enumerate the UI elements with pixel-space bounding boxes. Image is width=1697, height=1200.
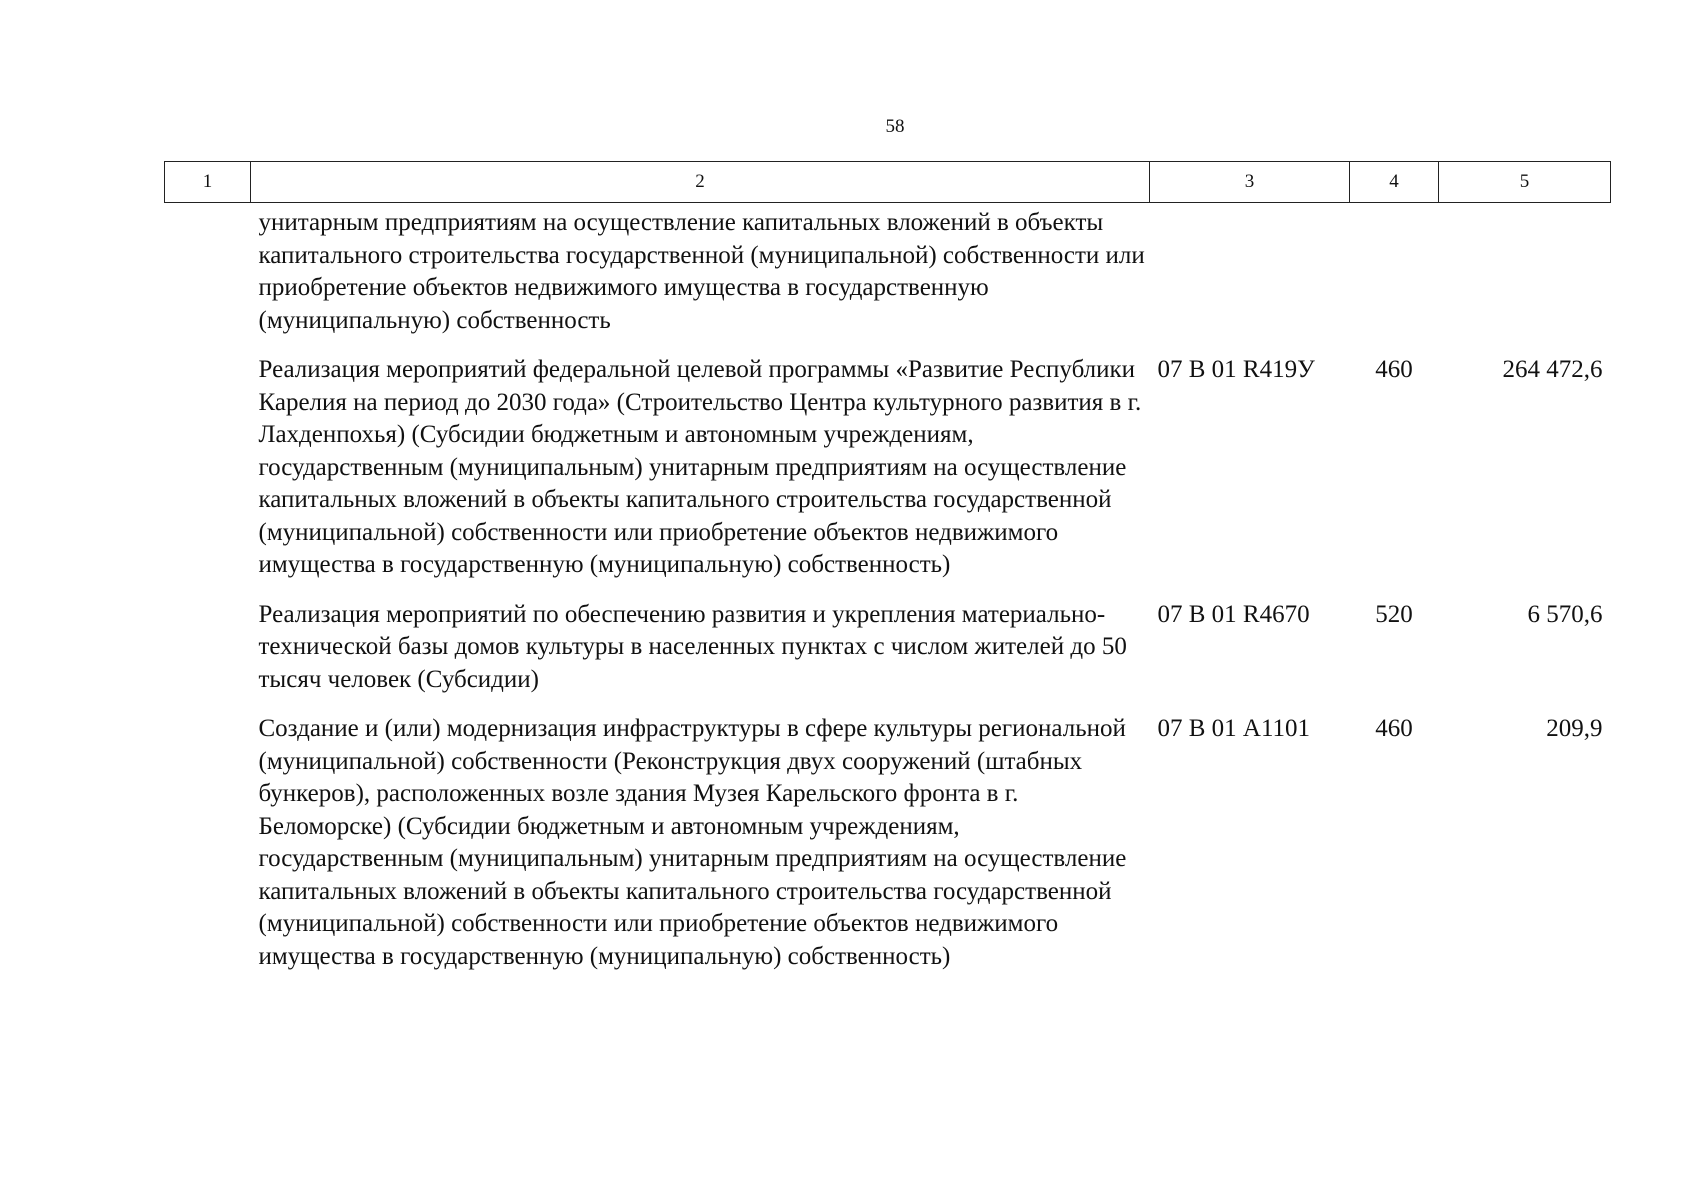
expense-type-cell: 520 [1375, 600, 1413, 628]
table-row [165, 696, 1611, 973]
header-col-4: 4 [1350, 162, 1439, 203]
expense-type-cell: 460 [1375, 356, 1413, 383]
description-cell: Создание и (или) модернизация инфраструктуры в сфере культуры региональной (муниципальной) собственности (Реконструкция двух сооружений (штабных бункеров), расположенных возле здания Музея Карельского фронта в г. Беломорске) (Субсидии бюджетным и автономным учреждениям, государственным (муниципальным) унитарным предприятиям на осуществление капитальных вложений в объекты капитального строительства государственной (муниципальной) собственности или приобретение объектов недвижимого имущества в государственную (муниципальную) собственность) [258, 715, 1127, 970]
amount-cell: 6 570,6 [1527, 600, 1603, 628]
table-header [165, 162, 1611, 203]
budget-table [164, 161, 1611, 973]
amount-cell [1439, 203, 1611, 338]
row-number-cell [165, 582, 251, 697]
description-cell: унитарным предприятиям на осуществление капитальных вложений в объекты капитального строительства государственной (муниципальной) собственности или приобретение объектов недвижимого имущества в государственную (муниципальную) собственность [258, 209, 1145, 334]
row-number-cell [165, 337, 251, 582]
header-col-5: 5 [1439, 162, 1611, 203]
amount-cell: 264 472,6 [1502, 356, 1603, 383]
code-cell: 07 В 01 R419У [1157, 356, 1315, 383]
row-number-cell [165, 203, 251, 338]
header-row [165, 162, 1611, 203]
amount-cell: 209,9 [1546, 715, 1603, 742]
code-cell [1150, 203, 1350, 338]
code-cell: 07 В 01 А1101 [1157, 715, 1311, 742]
page-number: 58 [885, 116, 905, 137]
table-body [165, 203, 1611, 974]
description-cell: Реализация мероприятий по обеспечению развития и укрепления материально-технической базы домов культуры в населенных пунктах с числом жителей до 50 тысяч человек (Субсидии) [258, 600, 1127, 693]
table-row [165, 203, 1611, 338]
header-col-1: 1 [165, 162, 251, 203]
description-cell: Реализация мероприятий федеральной целевой программы «Развитие Республики Карелия на период до 2030 года» (Строительство Центра культурного развития в г. Лахденпохья) (Субсидии бюджетным и автономным учреждениям, государственным (муниципальным) унитарным предприятиям на осуществление капитальных вложений в объекты капитального строительства государственной (муниципальной) собственности или приобретение объектов недвижимого имущества в государственную (муниципальную) собственность) [258, 356, 1142, 578]
table-row [165, 582, 1611, 697]
table-row [165, 337, 1611, 582]
row-number-cell [165, 696, 251, 973]
header-col-3: 3 [1150, 162, 1350, 203]
code-cell: 07 В 01 R4670 [1157, 600, 1310, 628]
header-col-2: 2 [251, 162, 1150, 203]
expense-type-cell: 460 [1375, 715, 1413, 742]
expense-type-cell [1350, 203, 1439, 338]
